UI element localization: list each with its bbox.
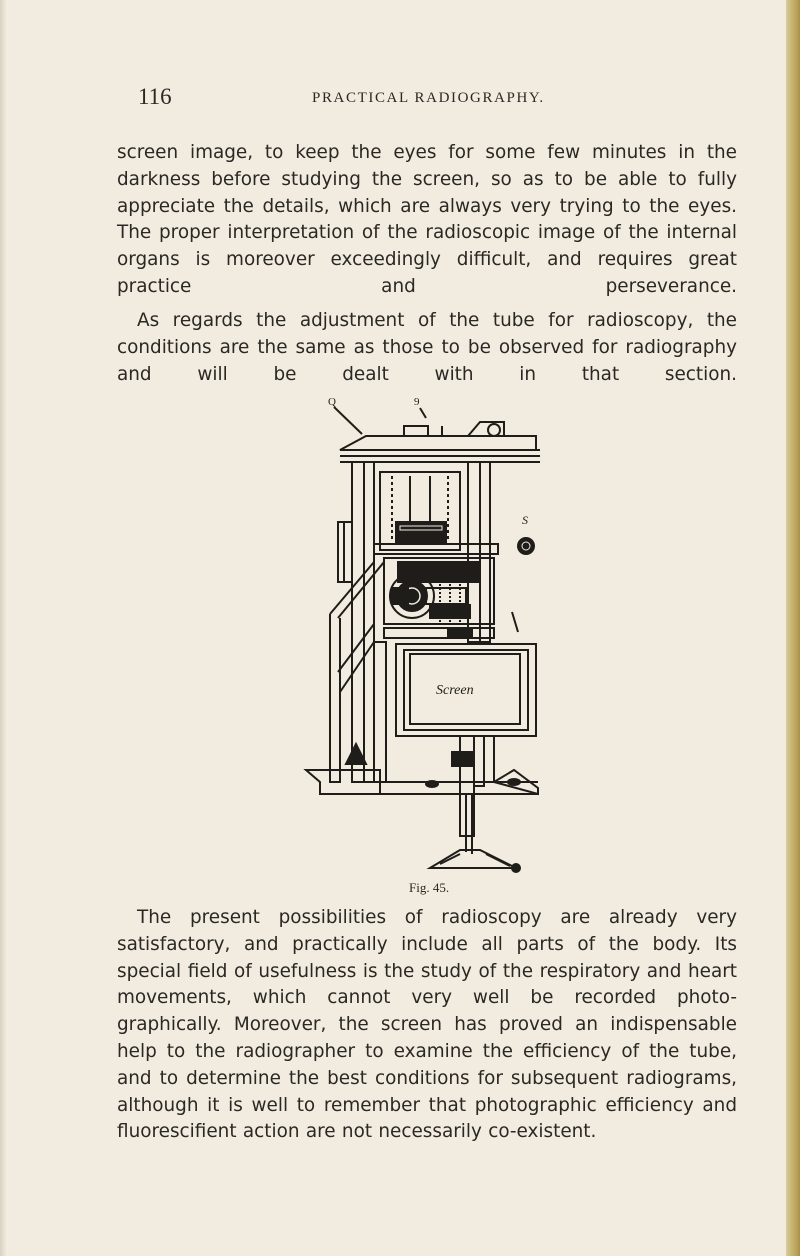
page-header	[0, 84, 800, 114]
figure-caption: Fig. 45.	[409, 880, 450, 895]
figure-45-apparatus	[300, 392, 560, 882]
running-head: PRACTICAL RADIOGRAPHY.	[312, 90, 545, 106]
book-spine-edge	[786, 0, 800, 1256]
svg-text:9: 9	[414, 396, 420, 408]
radioscopy-stand-drawing	[300, 392, 560, 882]
screen-label: Screen	[436, 683, 474, 698]
paragraph-1: screen image, to keep the eyes for some few minutes in the darkness before studying the screen, so as to be able to fully appreciate the details, which are always very trying to the eyes. The proper interpretation of the radioscopic image of the internal organs is moreover exceedingly difficult, and requires great practice and perseverance.	[117, 142, 737, 297]
label-s: S	[522, 513, 528, 527]
label-q: Q	[328, 396, 336, 408]
paragraph-2: As regards the adjustment of the tube for radioscopy, the conditions are the same as those to be observed for radiography and will be dealt with in that section.	[117, 310, 737, 385]
paragraph-3: The present possibilities of radioscopy are already very satisfactory, and practically include all parts of the body. Its special field of usefulness is the study of the respiratory and heart movements, which cannot very well be recorded photo-graphically. Moreover, the screen has proved an indispensable help to the radiographer to examine the efficiency of the tube, and to determine the best conditions for subsequent radiograms, although it is well to remember that photographic efficiency and fluorescifient action are not necessarily co-existent.	[117, 907, 737, 1143]
page-left-edge	[0, 0, 6, 1256]
page-number: 116	[138, 84, 172, 109]
